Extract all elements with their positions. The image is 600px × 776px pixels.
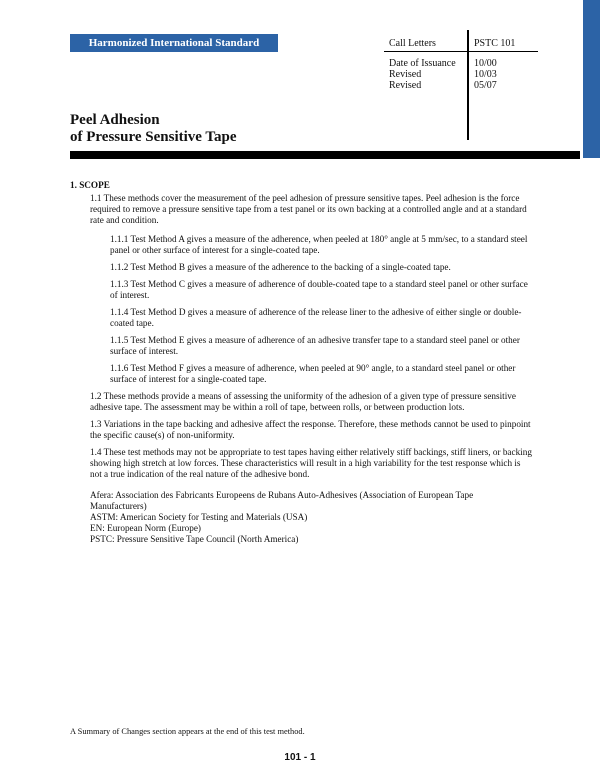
abbreviation-astm: ASTM: American Society for Testing and Materials (USA) — [90, 512, 308, 522]
scope-heading: 1. SCOPE — [70, 180, 110, 190]
abbreviation-en: EN: European Norm (Europe) — [90, 523, 201, 533]
header-divider-horizontal — [384, 51, 538, 52]
abbreviation-pstc: PSTC: Pressure Sensitive Tape Council (North America) — [90, 534, 299, 544]
call-letters-value: PSTC 101 — [474, 38, 516, 49]
paragraph-1-1-5: 1.1.5 Test Method E gives a measure of adherence of an adhesive transfer tape to a standard steel panel or other surface of interest. — [110, 335, 520, 356]
page-title — [70, 112, 237, 146]
revised-label: Revised — [389, 69, 422, 80]
side-tab — [583, 0, 600, 158]
paragraph-1-4: 1.4 These test methods may not be appropriate to test tapes having either relatively stiff backings, stiff liners, or backing showing high stretch at low forces. These characteristics will result in a high variability for the test response which is not a true indication of the real nature of the adhesive bond. — [90, 447, 532, 479]
summary-note: A Summary of Changes section appears at the end of this test method. — [70, 727, 305, 736]
paragraph-1-1-4: 1.1.4 Test Method D gives a measure of adherence of the release liner to the adhesive of either single or double-coated tape. — [110, 307, 522, 328]
revised-value: 10/03 — [474, 69, 497, 80]
paragraph-1-3: 1.3 Variations in the tape backing and adhesive affect the response. Therefore, these methods cannot be used to pinpoint the specific cause(s) of non-uniformity. — [90, 419, 531, 440]
paragraph-1-2: 1.2 These methods provide a means of assessing the uniformity of the adhesion of a given type of pressure sensitive adhesive tape. The assessment may be within a roll of tape, between rolls, or between production lots. — [90, 391, 516, 412]
paragraph-1-1-2: 1.1.2 Test Method B gives a measure of the adherence to the backing of a single-coated tape. — [110, 262, 451, 272]
paragraph-1-1-6: 1.1.6 Test Method F gives a measure of adherence, when peeled at 90° angle, to a standard steel panel or other surface of interest for a single-coated tape. — [110, 363, 516, 384]
header-divider-vertical — [467, 30, 469, 140]
call-letters-label: Call Letters — [389, 38, 436, 49]
title-line-1: Peel Adhesion — [70, 112, 160, 128]
standard-banner: Harmonized International Standard — [70, 34, 278, 52]
document-body — [70, 180, 532, 545]
abbreviation-afera: Afera: Association des Fabricants Europeens de Rubans Auto-Adhesives (Association of European Tape Manufacturers) — [90, 490, 474, 511]
paragraph-1-1-3: 1.1.3 Test Method C gives a measure of adherence of double-coated tape to a standard steel panel or other surface of interest. — [110, 279, 528, 300]
page-number: 101 - 1 — [284, 752, 316, 763]
date-of-issuance-value: 10/00 — [474, 58, 497, 69]
title-line-2: of Pressure Sensitive Tape — [70, 129, 237, 145]
paragraph-1-1: 1.1 These methods cover the measurement of the peel adhesion of pressure sensitive tapes. Peel adhesion is the force required to remove a pressure sensitive tape from a test panel or its own backing at a controlled angle and at a standard rate and condition. — [90, 193, 527, 225]
paragraph-1-1-1: 1.1.1 Test Method A gives a measure of the adherence, when peeled at 180° angle at 5 mm/sec, to a standard steel panel or other surface of interest for a single-coated tape. — [110, 234, 528, 255]
title-rule — [70, 151, 580, 159]
revised-label-2: Revised — [389, 80, 422, 91]
abbreviations-list — [70, 490, 532, 545]
revised-value-2: 05/07 — [474, 80, 497, 91]
date-of-issuance-label: Date of Issuance — [389, 58, 456, 69]
